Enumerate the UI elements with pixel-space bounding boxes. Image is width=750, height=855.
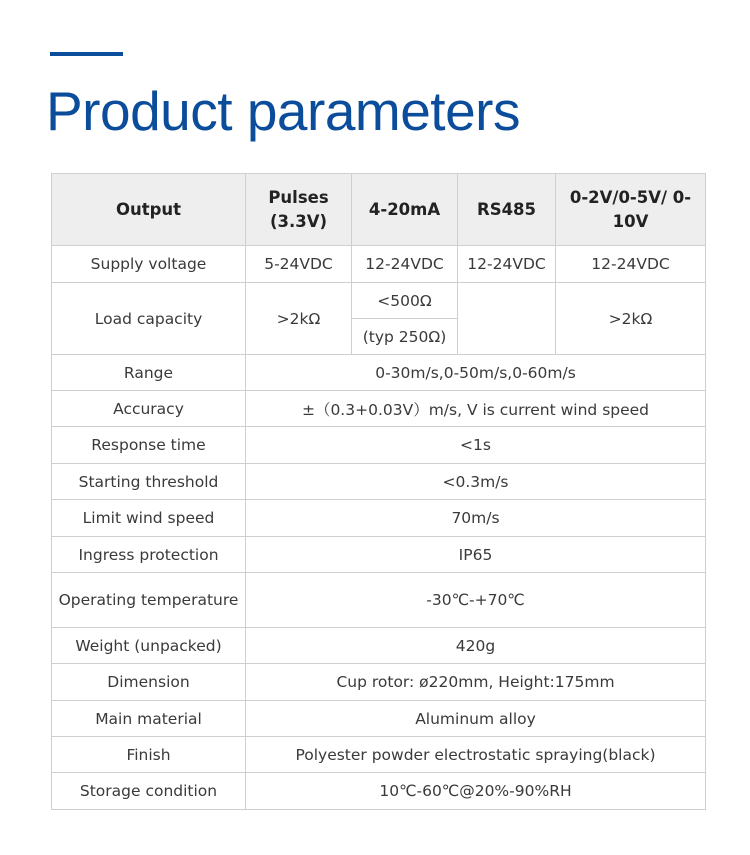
row-label: Starting threshold bbox=[52, 464, 246, 500]
row-value: 10℃-60℃@20%-90%RH bbox=[246, 773, 706, 810]
load-capacity-rs485 bbox=[458, 283, 556, 355]
parameters-table bbox=[51, 173, 706, 810]
row-label: Operating temperature bbox=[52, 573, 246, 628]
supply-voltage-4-20ma: 12-24VDC bbox=[352, 246, 458, 283]
header-pulses: Pulses (3.3V) bbox=[246, 174, 352, 246]
row-label: Response time bbox=[52, 427, 246, 464]
table-row-main-material bbox=[52, 701, 706, 737]
table-row-load-capacity bbox=[52, 283, 706, 319]
table-row-dimension bbox=[52, 664, 706, 701]
load-capacity-pulses: >2kΩ bbox=[246, 283, 352, 355]
row-value: Cup rotor: ø220mm, Height:175mm bbox=[246, 664, 706, 701]
header-rs485: RS485 bbox=[458, 174, 556, 246]
table-header-row bbox=[52, 174, 706, 246]
load-capacity-voltage-output: >2kΩ bbox=[556, 283, 706, 355]
row-label: Dimension bbox=[52, 664, 246, 701]
row-value: -30℃-+70℃ bbox=[246, 573, 706, 628]
row-value: <1s bbox=[246, 427, 706, 464]
table-row-response-time bbox=[52, 427, 706, 464]
table-row-finish bbox=[52, 737, 706, 773]
table-row-limit-wind-speed bbox=[52, 500, 706, 537]
table-row-operating-temperature bbox=[52, 573, 706, 628]
row-label: Storage condition bbox=[52, 773, 246, 810]
row-label: Supply voltage bbox=[52, 246, 246, 283]
row-label: Main material bbox=[52, 701, 246, 737]
row-value: 70m/s bbox=[246, 500, 706, 537]
header-output: Output bbox=[52, 174, 246, 246]
row-value: 420g bbox=[246, 628, 706, 664]
title-accent-line bbox=[50, 52, 123, 56]
supply-voltage-voltage-output: 12-24VDC bbox=[556, 246, 706, 283]
row-value: Polyester powder electrostatic spraying(black) bbox=[246, 737, 706, 773]
header-voltage-output: 0-2V/0-5V/ 0-10V bbox=[556, 174, 706, 246]
row-label: Range bbox=[52, 355, 246, 391]
table-row-weight bbox=[52, 628, 706, 664]
table-row-ingress-protection bbox=[52, 537, 706, 573]
row-label: Ingress protection bbox=[52, 537, 246, 573]
row-label: Accuracy bbox=[52, 391, 246, 427]
row-label: Finish bbox=[52, 737, 246, 773]
row-label: Load capacity bbox=[52, 283, 246, 355]
row-value: <0.3m/s bbox=[246, 464, 706, 500]
row-value: Aluminum alloy bbox=[246, 701, 706, 737]
table-row-accuracy bbox=[52, 391, 706, 427]
load-capacity-4-20ma-max: <500Ω bbox=[352, 283, 458, 319]
header-4-20ma: 4-20mA bbox=[352, 174, 458, 246]
supply-voltage-rs485: 12-24VDC bbox=[458, 246, 556, 283]
table-row-storage-condition bbox=[52, 773, 706, 810]
page-title: Product parameters bbox=[46, 80, 520, 142]
row-value: ±（0.3+0.03V）m/s, V is current wind speed bbox=[246, 391, 706, 427]
table-row-starting-threshold bbox=[52, 464, 706, 500]
load-capacity-4-20ma-typical: (typ 250Ω) bbox=[352, 319, 458, 355]
table-row-supply-voltage bbox=[52, 246, 706, 283]
row-value: 0-30m/s,0-50m/s,0-60m/s bbox=[246, 355, 706, 391]
row-value: IP65 bbox=[246, 537, 706, 573]
row-label: Weight (unpacked) bbox=[52, 628, 246, 664]
supply-voltage-pulses: 5-24VDC bbox=[246, 246, 352, 283]
table-row-range bbox=[52, 355, 706, 391]
row-label: Limit wind speed bbox=[52, 500, 246, 537]
